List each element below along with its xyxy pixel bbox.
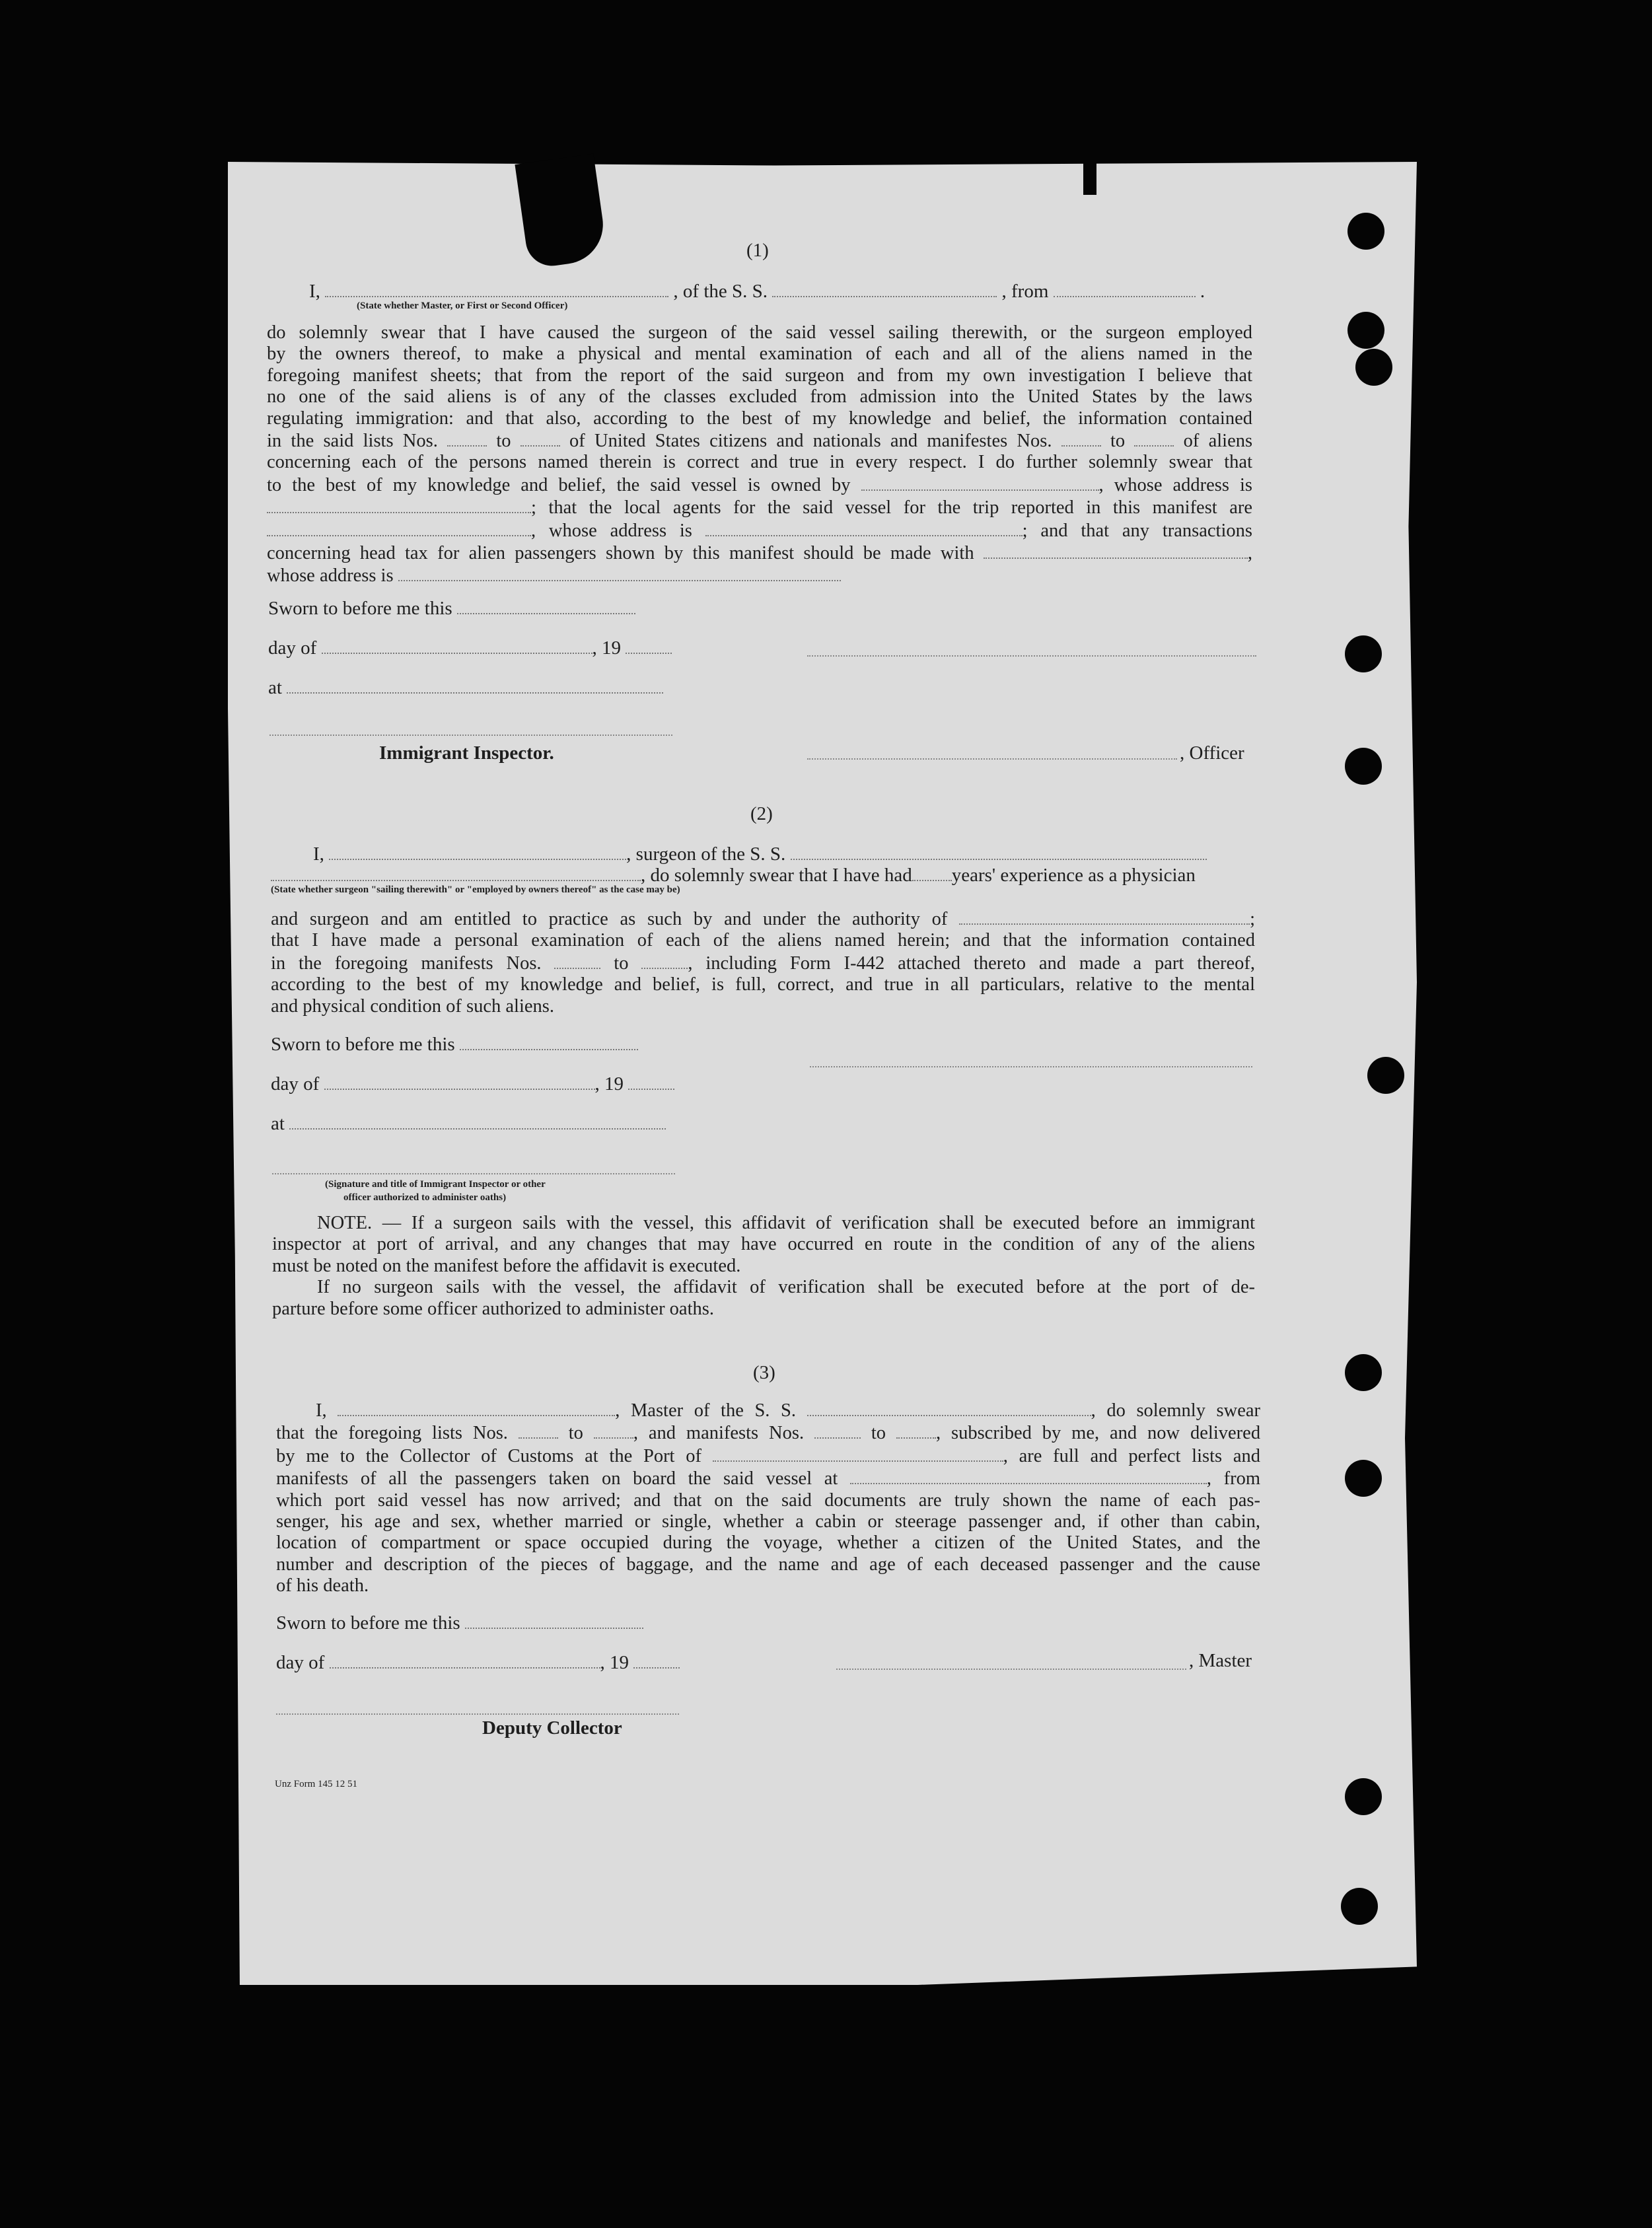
sworn-day-field[interactable] [465,1612,643,1629]
surgeon-status-field[interactable] [271,864,641,881]
years-field[interactable] [912,864,952,881]
list-no-from[interactable] [447,429,487,447]
punch-hole [1347,312,1384,349]
manifest-no-to[interactable] [1134,429,1174,447]
name-field[interactable] [325,280,668,297]
month-field[interactable] [330,1651,600,1669]
at-label: at [268,676,663,698]
at-label: at [271,1112,666,1133]
punch-hole [1355,349,1392,386]
sworn-day-field[interactable] [460,1033,638,1050]
port-field[interactable] [713,1445,1003,1462]
section-number: (2) [750,803,773,824]
signature-note: officer authorized to administer oaths) [343,1192,507,1203]
punch-hole [1345,1778,1382,1815]
deputy-label: Deputy Collector [482,1717,622,1739]
year-field[interactable] [633,1651,680,1669]
inspector-signature-line[interactable] [269,735,672,736]
affidavit-text: do solemnly swear that I have caused the surgeon of the said vessel sailing therewith, or the surgeon employed by the owners thereof, to make a physical and mental examination of each and all of the aliens named in the foregoing manifest sheets; that from the report of the said surgeon and from my own investigation I believe that no one of the said aliens is of any of the classes excluded from admission into the United States by the laws regulating immigration: and that also, according to the best of my knowledge and belief, the information contained in the said lists Nos. to of United States citizens and nationals and manifestes Nos. to of aliens concerning each of the persons named therein is correct and true in every respect. I do further solemnly swear that to the best of my knowledge and belief, the said vessel is owned by , whose address is ; that the local agents for the said vessel for the trip reported in this manifest are , whose address is ; and that any transactions concerning head tax for alien passengers shown by this manifest should be made with , whose address is [267,322,1253,587]
punch-hole [1347,213,1384,250]
place-field[interactable] [289,1112,666,1130]
tear-top-right [1083,129,1096,195]
surgeon-ship-field[interactable] [791,843,1207,860]
agents-address-field[interactable] [705,519,1023,536]
punch-hole [1341,1888,1378,1925]
punch-hole [1345,1460,1382,1497]
signature-note: (Signature and title of Immigrant Inspector or other [325,1179,546,1190]
inspector-signature-line[interactable] [272,1173,675,1174]
punch-hole [1367,1057,1404,1094]
master-manifest-from[interactable] [814,1421,861,1439]
owner-field[interactable] [861,474,1099,491]
inspector-label: Immigrant Inspector. [379,742,554,764]
surgeon-manifest-from[interactable] [554,952,600,969]
master-text: I, , Master of the S. S. , do solemnly swear that the foregoing lists Nos. to , and manifests Nos. to , subscribed by me, and now delivered by me to the Collector of Customs at the Port of , are full and perfect lists and manifests of all the passengers taken on board the said vessel at , from which port said vessel has now arrived; and that on the said documents are truly shown the name of each pas- senger, his age and sex, whether married or single, whether a cabin or steerage passenger and, if other than cabin, location of compartment or space occupied during the voyage, whether a citizen of the United States, and the number and description of the pieces of baggage, and the name and age of each deceased passenger and the cause of his death. [276,1400,1261,1597]
master-label: , Master [1189,1650,1252,1671]
master-list-from[interactable] [519,1421,558,1439]
surgeon-text: and surgeon and am entitled to practice as such by and under the authority of ; that I have made a personal examination of each of the aliens named herein; and that the information contained in the foregoing manifests Nos. to , including Form I-442 attached thereto and made a part thereof, according to the best of my knowledge and belief, is full, correct, and true in all particulars, relative to the mental and physical condition of such aliens. [271,909,1256,1017]
origin-field[interactable] [1054,280,1196,297]
master-ship-field[interactable] [807,1399,1091,1416]
master-name-field[interactable] [338,1399,615,1416]
deputy-signature-line[interactable] [276,1713,679,1715]
master-signature-line[interactable] [836,1669,1186,1670]
sworn-label: Sworn to before me this [268,597,635,618]
departure-port-field[interactable] [850,1467,1207,1484]
form-id: Unz Form 145 12 51 [275,1779,357,1789]
owner-address-field[interactable] [267,496,531,513]
surgeon-line: I, , surgeon of the S. S. [313,843,1207,864]
affidavit-line: I, , of the S. S. , from . [309,281,1205,302]
month-field[interactable] [322,637,593,654]
authority-field[interactable] [959,908,1250,925]
master-list-to[interactable] [594,1421,633,1439]
surgeon-swear-line: , do solemnly swear that I have had years' experience as a physician [271,864,1196,885]
list-no-to[interactable] [521,429,560,447]
ship-name-field[interactable] [772,280,997,297]
signature-line[interactable] [807,655,1256,657]
officer-note: (State whether Master, or First or Second Officer) [357,301,568,311]
manifest-no-from[interactable] [1061,429,1101,447]
day-of-label: day of , 19 [268,637,672,658]
day-of-label: day of , 19 [276,1651,680,1672]
master-manifest-to[interactable] [896,1421,936,1439]
year-field[interactable] [626,637,672,654]
punch-hole [1345,748,1382,785]
punch-hole [1345,635,1382,672]
month-field[interactable] [324,1073,595,1090]
agents-field[interactable] [267,519,531,536]
signature-line[interactable] [810,1066,1252,1067]
head-tax-address-field[interactable] [398,564,841,581]
officer-signature-line[interactable] [807,758,1177,760]
note-text: NOTE. — If a surgeon sails with the vessel, this affidavit of verification shall be executed before an immigrant inspector at port of arrival, and any changes that may have occurred en route in the condition of any of the aliens must be noted on the manifest before the affidavit is executed. If no surgeon sails with the vessel, the affidavit of verification shall be executed before at the port of de- parture before some officer authorized to administer oaths. [272,1213,1255,1319]
officer-label: , Officer [1180,742,1244,764]
section-number: (1) [746,240,769,261]
place-field[interactable] [287,676,663,694]
day-of-label: day of , 19 [271,1073,674,1094]
surgeon-name-field[interactable] [329,843,626,860]
sworn-day-field[interactable] [457,597,635,614]
sworn-label: Sworn to before me this [271,1033,638,1054]
head-tax-field[interactable] [984,542,1248,559]
surgeon-note: (State whether surgeon "sailing therewith" or "employed by owners thereof" as the case may be) [271,884,680,895]
sworn-label: Sworn to before me this [276,1612,643,1633]
section-number: (3) [753,1362,775,1383]
surgeon-manifest-to[interactable] [641,952,688,969]
year-field[interactable] [628,1073,674,1090]
punch-hole [1345,1354,1382,1391]
